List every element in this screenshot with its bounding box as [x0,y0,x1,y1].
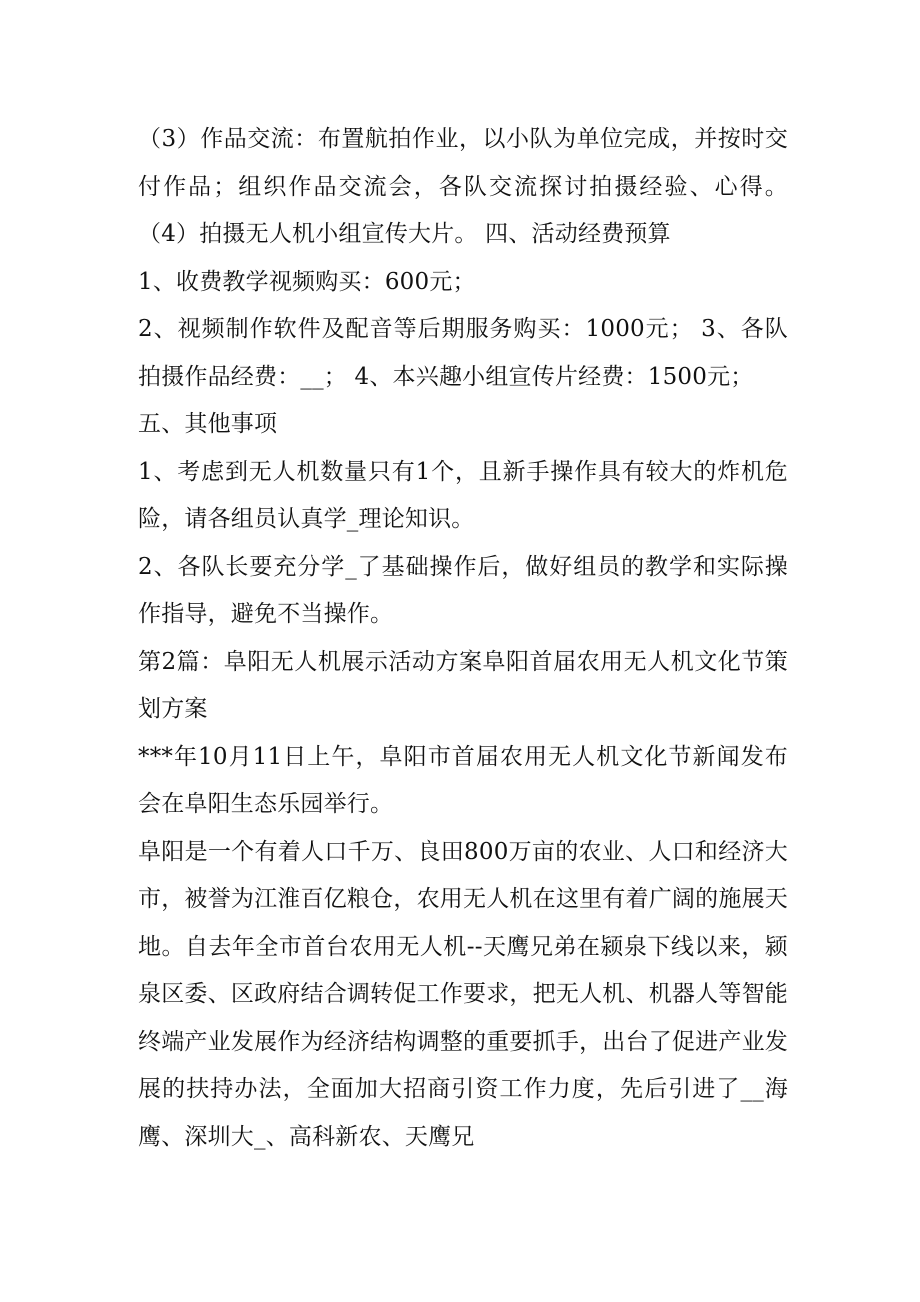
paragraph-exchange: （3）作品交流：布置航拍作业，以小队为单位完成，并按时交付作品；组织作品交流会，各队交流探讨拍摄经验、心得。 （4）拍摄无人机小组宣传大片。 四、活动经费预算 [138,126,788,247]
section-heading-other: 五、其他事项 [138,411,278,437]
paragraph-other-2: 2、各队长要充分学_了基础操作后，做好组员的教学和实际操作指导，避免不当操作。 [138,553,788,627]
document-body [138,116,788,1161]
paragraph-news: ***年10月11日上午，阜阳市首届农用无人机文化节新闻发布会在阜阳生态乐园举行。 [138,743,788,817]
article-title: 第2篇：阜阳无人机展示活动方案阜阳首届农用无人机文化节策划方案 [138,648,788,722]
paragraph-other-1: 1、考虑到无人机数量只有1个，且新手操作具有较大的炸机危险，请各组员认真学_理论知识。 [138,458,788,532]
paragraph-budget-2: 2、视频制作软件及配音等后期服务购买：1000元； 3、各队拍摄作品经费：__； 4、本兴趣小组宣传片经费：1500元； [138,316,788,390]
paragraph-budget-1: 1、收费教学视频购买：600元； [138,268,476,295]
paragraph-fuyang: 阜阳是一个有着人口千万、良田800万亩的农业、人口和经济大市，被誉为江淮百亿粮仓，农用无人机在这里有着广阔的施展天地。自去年全市首台农用无人机--天鹰兄弟在颍泉下线以来，颍泉区委、区政府结合调转促工作要求，把无人机、机器人等智能终端产业发展作为经济结构调整的重要抓手，出台了促进产业发展的扶持办法，全面加大招商引资工作力度，先后引进了__海鹰、深圳大_、高科新农、天鹰兄 [138,838,788,1150]
